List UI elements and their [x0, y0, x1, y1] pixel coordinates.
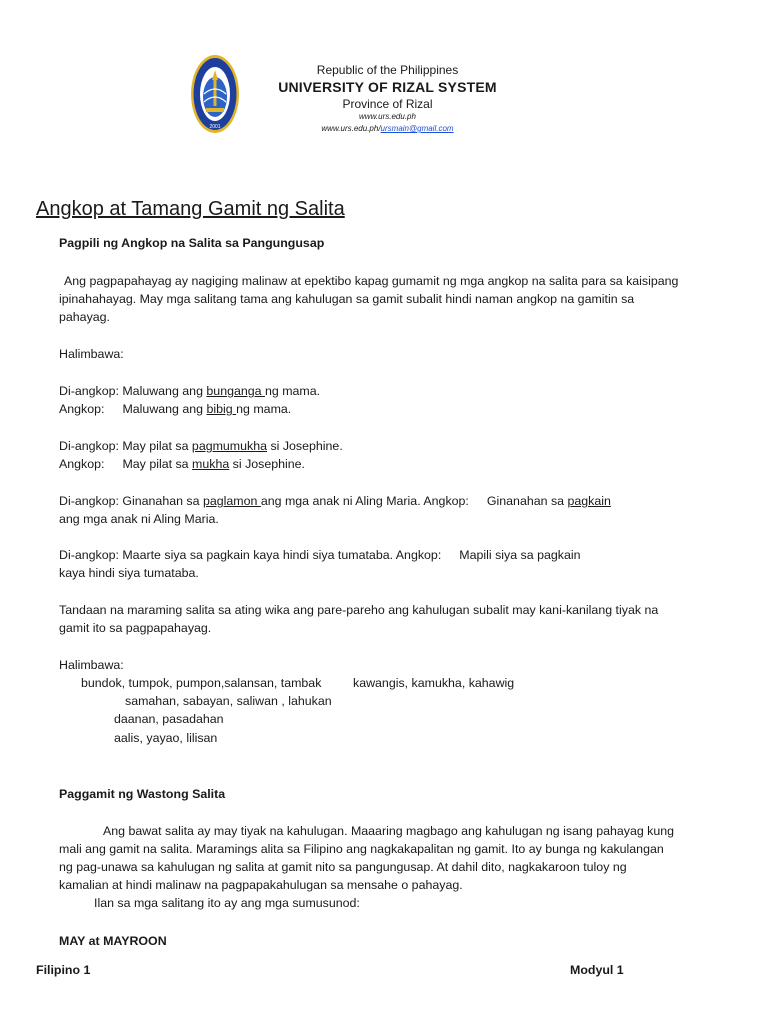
paragraph-line: pahayag.	[59, 310, 110, 324]
word-group-5: aalis, yayao, lilisan	[114, 731, 218, 745]
footer-left: Filipino 1	[36, 963, 91, 977]
header-website[interactable]: www.urs.edu.ph	[359, 112, 416, 121]
section-heading-1: Pagpili ng Angkop na Salita sa Pangungusap	[59, 236, 325, 250]
university-seal-logo	[190, 54, 240, 134]
paragraph-line: mali ang gamit na salita. Maramings alita sa Filipino ang nagkakapalitan ng gamit. Ito ay bunga ng kakulangan	[59, 842, 664, 856]
example-1-di-angkop: Di-angkop: Maluwang ang bunganga ng mama.	[59, 384, 321, 398]
tandaan-line: Tandaan na maraming salita sa ating wika ang pare-pareho ang kahulugan subalit may kani-kanilang tiyak na	[59, 603, 659, 617]
header-website-email[interactable]	[265, 124, 510, 133]
header-province: Province of Rizal	[342, 97, 433, 111]
example-3-line-2: ang mga anak ni Aling Maria.	[59, 512, 219, 526]
paragraph-line: Ang bawat salita ay may tiyak na kahulugan. Maaaring magbago ang kahulugan ng isang pahayag kung	[103, 824, 675, 838]
email-link[interactable]: ursmain@gmail.com	[380, 124, 454, 133]
example-1-angkop: Angkop: Maluwang ang bibig ng mama.	[59, 402, 292, 416]
page-title: Angkop at Tamang Gamit ng Salita	[36, 198, 345, 220]
word-group-3: samahan, sabayan, saliwan , lahukan	[125, 694, 332, 708]
section-heading-2: Paggamit ng Wastong Salita	[59, 787, 226, 801]
tandaan-line: gamit ito sa pagpapahayag.	[59, 621, 212, 635]
example-4-line-1: Di-angkop: Maarte siya sa pagkain kaya hindi siya tumataba. Angkop: Mapili siya sa pagkain	[59, 548, 581, 562]
paragraph-line: ng pag-unawa sa kahulugan ng salita at gamit nito sa pangungusap. At dahil dito, nagkakaroon tuloy ng	[59, 860, 627, 874]
paragraph-line: Ang pagpapahayag ay nagiging malinaw at epektibo kapag gumamit ng mga angkop na salita para sa kaisipang	[64, 274, 679, 288]
paragraph-line: ipinahahayag. May mga salitang tama ang kahulugan sa gamit subalit hindi naman angkop na gamitin sa	[59, 292, 635, 306]
header-university: UNIVERSITY OF RIZAL SYSTEM	[278, 79, 497, 95]
word-group-2: kawangis, kamukha, kahawig	[353, 676, 515, 690]
word-group-4: daanan, pasadahan	[114, 712, 224, 726]
ilan-line: Ilan sa mga salitang ito ay ang mga sumusunod:	[94, 896, 360, 910]
sub-heading-may-mayroon: MAY at MAYROON	[59, 934, 167, 948]
svg-text:2001: 2001	[209, 124, 221, 130]
example-3-line-1: Di-angkop: Ginanahan sa paglamon ang mga anak ni Aling Maria. Angkop: Ginanahan sa pagkain	[59, 494, 611, 508]
example-2-di-angkop: Di-angkop: May pilat sa pagmumukha si Josephine.	[59, 439, 343, 453]
header-republic: Republic of the Philippines	[316, 63, 459, 77]
example-4-line-2: kaya hindi siya tumataba.	[59, 566, 199, 580]
example-2-angkop: Angkop: May pilat sa mukha si Josephine.	[59, 457, 305, 471]
paragraph-line: kamalian at hindi malinaw na pagpapakahulugan sa mensahe o pahayag.	[59, 878, 463, 892]
halimbawa-label: Halimbawa:	[59, 347, 124, 361]
website-prefix: www.urs.edu.ph/	[321, 124, 381, 133]
halimbawa-label-2: Halimbawa:	[59, 658, 124, 672]
word-group-1: bundok, tumpok, pumpon,salansan, tambak	[81, 676, 322, 690]
footer-right: Modyul 1	[570, 963, 624, 977]
